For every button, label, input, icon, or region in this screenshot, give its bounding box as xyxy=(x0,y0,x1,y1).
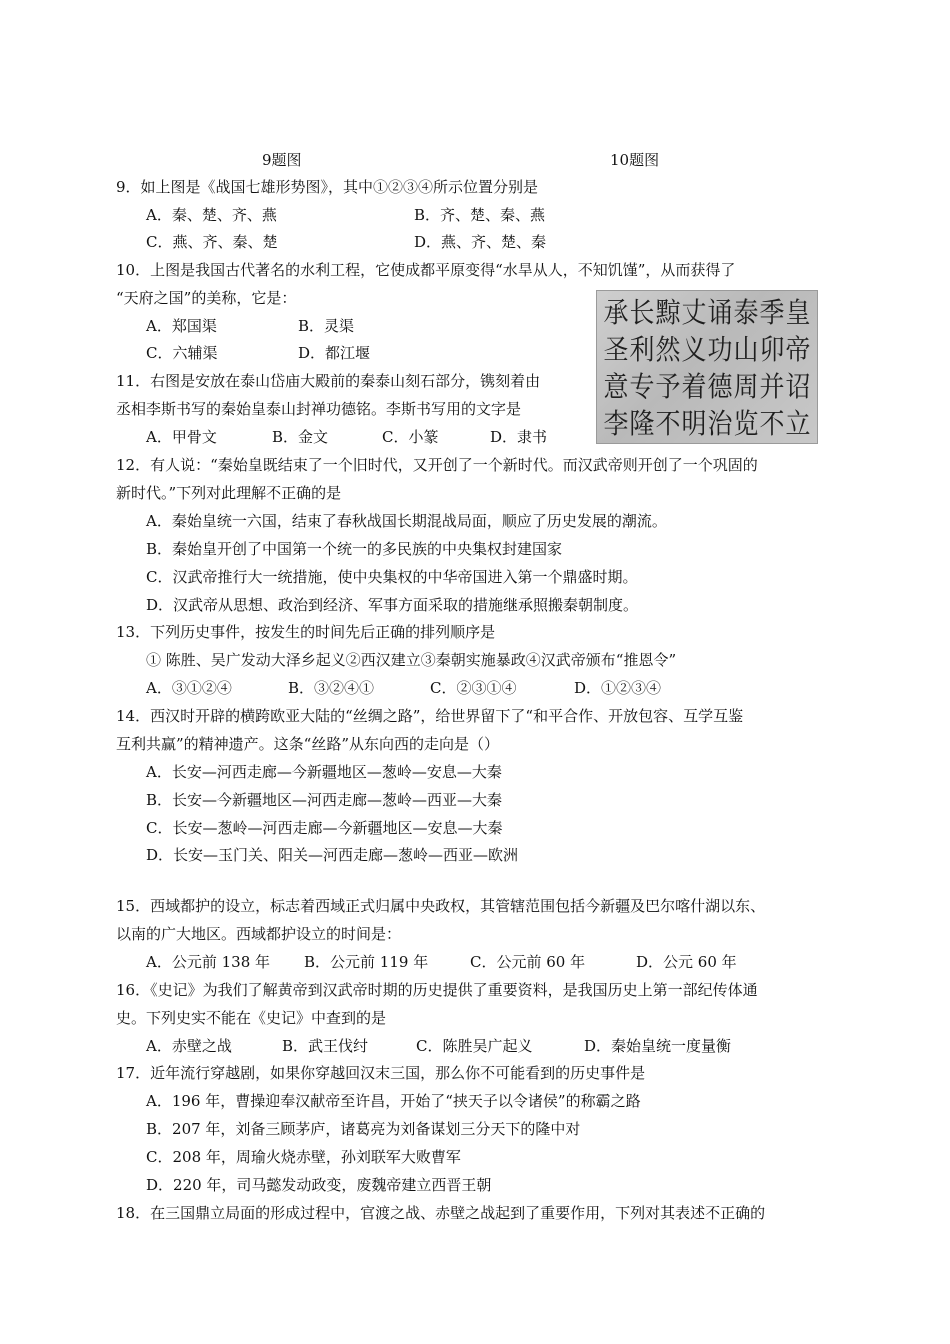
inscription-glyph: 明 xyxy=(681,407,707,440)
figure-9-caption: 9题图 xyxy=(262,151,302,169)
inscription-glyph: 承 xyxy=(603,296,629,329)
inscription-glyph: 帝 xyxy=(785,333,811,366)
question-12-option-c: C．汉武帝推行大一统措施，使中央集权的中华帝国进入第一个鼎盛时期。 xyxy=(146,568,638,586)
question-9-option-c: C．燕、齐、秦、楚 xyxy=(146,233,278,251)
question-11-stem-line2: 丞相李斯书写的秦始皇泰山封禅功德铭。李斯书写用的文字是 xyxy=(116,400,522,418)
inscription-glyph: 周 xyxy=(733,370,759,403)
inscription-glyph: 皇 xyxy=(785,296,811,329)
question-15-option-c: C．公元前 60 年 xyxy=(470,953,586,971)
question-16-stem-line2: 史。下列史实不能在《史记》中查到的是 xyxy=(116,1009,387,1027)
inscription-glyph: 并 xyxy=(759,370,785,403)
question-15-stem-line1: 15．西域都护的设立，标志着西域正式归属中央政权，其管辖范围包括今新疆及巴尔喀什湖以东、 xyxy=(116,897,766,915)
question-10-stem-line2: “天府之国”的美称，它是： xyxy=(116,289,297,307)
inscription-row xyxy=(603,293,811,329)
question-12-option-a: A．秦始皇统一六国，结束了春秋战国长期混战局面，顺应了历史发展的潮流。 xyxy=(146,512,667,530)
inscription-glyph: 义 xyxy=(681,333,707,366)
inscription-glyph: 功 xyxy=(707,333,733,366)
inscription-glyph: 立 xyxy=(785,407,811,440)
question-11-option-d: D．隶书 xyxy=(490,428,548,446)
inscription-row xyxy=(603,404,811,440)
question-14-option-d: D．长安—玉门关、阳关—河西走廊—葱岭—西亚—欧洲 xyxy=(146,846,519,864)
inscription-glyph: 丈 xyxy=(681,296,707,329)
question-17-option-b: B．207 年，刘备三顾茅庐，诸葛亮为刘备谋划三分天下的隆中对 xyxy=(146,1120,581,1138)
question-15-option-d: D．公元 60 年 xyxy=(636,953,737,971)
question-13-stem: 13．下列历史事件，按发生的时间先后正确的排列顺序是 xyxy=(116,623,496,641)
question-14-option-b: B．长安—今新疆地区—河西走廊—葱岭—西亚—大秦 xyxy=(146,791,503,809)
question-11-option-a: A．甲骨文 xyxy=(146,428,217,446)
question-10-option-d: D．都江堰 xyxy=(298,344,371,362)
question-10-stem-line1: 10．上图是我国古代著名的水利工程，它使成都平原变得“水旱从人，不知饥馑”，从而获得了 xyxy=(116,261,736,279)
inscription-glyph: 德 xyxy=(707,370,733,403)
question-10-option-a: A．郑国渠 xyxy=(146,317,217,335)
question-17-option-a: A．196 年，曹操迎奉汉献帝至许昌，开始了“挟天子以令诸侯”的称霸之路 xyxy=(146,1092,641,1110)
inscription-glyph: 黥 xyxy=(655,296,681,329)
inscription-glyph: 诵 xyxy=(707,296,733,329)
question-13-events: ① 陈胜、吴广发动大泽乡起义②西汉建立③秦朝实施暴政④汉武帝颁布“推恩令” xyxy=(146,651,677,669)
inscription-glyph: 然 xyxy=(655,333,681,366)
question-17-stem: 17．近年流行穿越剧，如果你穿越回汉末三国，那么你不可能看到的历史事件是 xyxy=(116,1064,646,1082)
inscription-glyph: 卯 xyxy=(759,333,785,366)
question-9-option-a: A．秦、楚、齐、燕 xyxy=(146,206,277,224)
question-10-option-c: C．六辅渠 xyxy=(146,344,218,362)
inscription-glyph: 季 xyxy=(759,296,785,329)
question-14-option-a: A．长安—河西走廊—今新疆地区—葱岭—安息—大秦 xyxy=(146,763,502,781)
inscription-glyph: 诏 xyxy=(785,370,811,403)
question-16-option-d: D．秦始皇统一度量衡 xyxy=(584,1037,732,1055)
inscription-glyph: 不 xyxy=(655,407,681,440)
question-11-option-c: C．小篆 xyxy=(382,428,439,446)
question-9-option-d: D．燕、齐、楚、秦 xyxy=(414,233,547,251)
question-14-stem-line1: 14．西汉时开辟的横跨欧亚大陆的“丝绸之路”，给世界留下了“和平合作、开放包容、互学互鉴 xyxy=(116,707,744,725)
figure-10-caption: 10题图 xyxy=(610,151,660,169)
inscription-glyph: 泰 xyxy=(733,296,759,329)
inscription-glyph: 李 xyxy=(603,407,629,440)
inscription-glyph: 利 xyxy=(629,333,655,366)
question-15-option-a: A．公元前 138 年 xyxy=(146,953,270,971)
question-13-option-d: D．①②③④ xyxy=(574,679,662,697)
inscription-glyph: 长 xyxy=(629,296,655,329)
question-16-option-c: C．陈胜吴广起义 xyxy=(416,1037,533,1055)
question-17-option-c: C．208 年，周瑜火烧赤壁，孙刘联军大败曹军 xyxy=(146,1148,461,1166)
question-16-stem-line1: 16．《史记》为我们了解黄帝到汉武帝时期的历史提供了重要资料，是我国历史上第一部纪传体通 xyxy=(116,981,758,999)
inscription-glyph: 治 xyxy=(707,407,733,440)
inscription-row xyxy=(603,367,811,403)
inscription-glyph: 专 xyxy=(629,370,655,403)
inscription-glyph: 隆 xyxy=(629,407,655,440)
question-14-stem-line2: 互利共赢”的精神遗产。这条“丝路”从东向西的走向是（） xyxy=(116,735,500,753)
inscription-row xyxy=(603,330,811,366)
inscription-glyph: 览 xyxy=(733,407,759,440)
question-12-stem-line1: 12．有人说：“秦始皇既结束了一个旧时代，又开创了一个新时代。而汉武帝则开创了一个巩固的 xyxy=(116,456,758,474)
question-16-option-b: B．武王伐纣 xyxy=(282,1037,369,1055)
question-11-stem-line1: 11．右图是安放在泰山岱庙大殿前的秦泰山刻石部分，镌刻着由 xyxy=(116,372,541,390)
inscription-glyph: 意 xyxy=(603,370,629,403)
question-13-option-a: A．③①②④ xyxy=(146,679,232,697)
question-17-option-d: D．220 年，司马懿发动政变，废魏帝建立西晋王朝 xyxy=(146,1176,492,1194)
question-13-option-b: B．③②④① xyxy=(288,679,375,697)
question-10-option-b: B．灵渠 xyxy=(298,317,355,335)
question-11-option-b: B．金文 xyxy=(272,428,329,446)
question-18-stem: 18．在三国鼎立局面的形成过程中，官渡之战、赤壁之战起到了重要作用，下列对其表述不正确的 xyxy=(116,1204,766,1222)
inscription-glyph: 着 xyxy=(681,370,707,403)
inscription-glyph: 圣 xyxy=(603,333,629,366)
question-16-option-a: A．赤壁之战 xyxy=(146,1037,232,1055)
question-13-option-c: C．②③①④ xyxy=(430,679,517,697)
question-12-stem-line2: 新时代。”下列对此理解不正确的是 xyxy=(116,484,342,502)
question-15-option-b: B．公元前 119 年 xyxy=(304,953,429,971)
inscription-glyph: 不 xyxy=(759,407,785,440)
question-14-option-c: C．长安—葱岭—河西走廊—今新疆地区—安息—大秦 xyxy=(146,819,503,837)
question-12-option-d: D．汉武帝从思想、政治到经济、军事方面采取的措施继承照搬秦朝制度。 xyxy=(146,596,639,614)
question-9-stem: 9．如上图是《战国七雄形势图》，其中①②③④所示位置分别是 xyxy=(116,178,539,196)
taishan-stele-inscription-image xyxy=(596,290,818,444)
inscription-glyph: 予 xyxy=(655,370,681,403)
question-15-stem-line2: 以南的广大地区。西域都护设立的时间是： xyxy=(116,925,402,943)
question-12-option-b: B．秦始皇开创了中国第一个统一的多民族的中央集权封建国家 xyxy=(146,540,563,558)
inscription-glyph: 山 xyxy=(733,333,759,366)
question-9-option-b: B．齐、楚、秦、燕 xyxy=(414,206,546,224)
